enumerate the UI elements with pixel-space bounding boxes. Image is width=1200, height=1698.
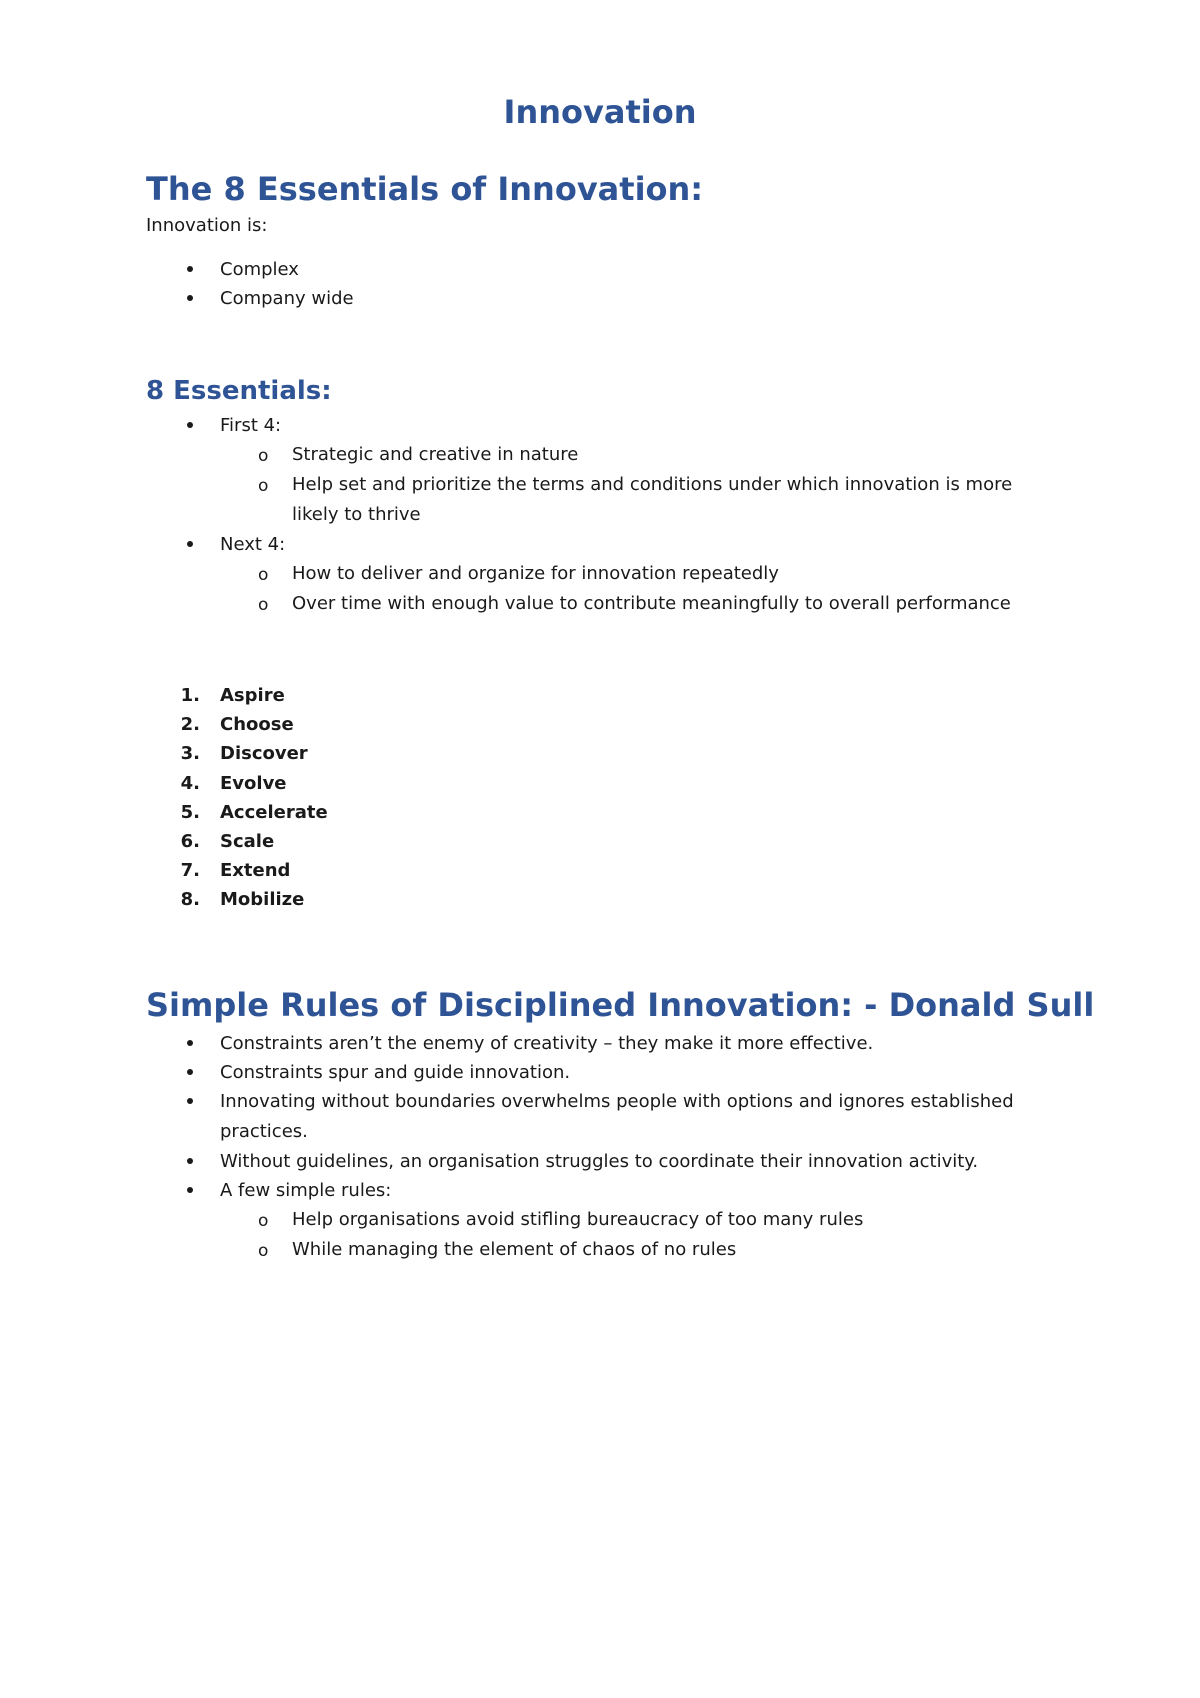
heading-simple-rules bbox=[146, 985, 1094, 1025]
circle-bullet-icon: o bbox=[258, 446, 269, 466]
numbered-item-mobilize: Mobilize bbox=[220, 889, 305, 910]
numbered-item-evolve: Evolve bbox=[220, 773, 287, 794]
intro-text: Innovation is: bbox=[146, 215, 268, 236]
list-number: 8. bbox=[180, 889, 200, 910]
list-item: Innovating without boundaries overwhelms people with options and ignores established bbox=[220, 1091, 1014, 1112]
list-item-first-4: First 4: bbox=[220, 415, 282, 436]
list-item: Without guidelines, an organisation struggles to coordinate their innovation activity. bbox=[220, 1151, 979, 1172]
circle-bullet-icon: o bbox=[258, 595, 269, 615]
circle-bullet-icon: o bbox=[258, 1241, 269, 1261]
list-item-continuation: practices. bbox=[220, 1121, 308, 1142]
sub-list-item-continuation: likely to thrive bbox=[292, 504, 421, 525]
list-number: 1. bbox=[180, 685, 200, 706]
list-item: Complex bbox=[220, 259, 299, 280]
list-number: 6. bbox=[180, 831, 200, 852]
document-title: Innovation bbox=[503, 93, 697, 131]
heading-8-essentials: 8 Essentials: bbox=[146, 376, 332, 406]
bullet-dot-icon bbox=[187, 1098, 193, 1104]
list-number: 3. bbox=[180, 743, 200, 764]
bullet-dot-icon bbox=[187, 422, 193, 428]
sub-list-item: Help set and prioritize the terms and conditions under which innovation is more bbox=[292, 474, 1013, 495]
sub-list-item: While managing the element of chaos of no rules bbox=[292, 1239, 737, 1260]
list-item: A few simple rules: bbox=[220, 1180, 392, 1201]
numbered-item-choose: Choose bbox=[220, 714, 294, 735]
numbered-item-discover: Discover bbox=[220, 743, 308, 764]
circle-bullet-icon: o bbox=[258, 1211, 269, 1231]
heading-8-essentials-of-innovation: The 8 Essentials of Innovation: bbox=[146, 170, 704, 208]
sub-list-item: How to deliver and organize for innovation repeatedly bbox=[292, 563, 779, 584]
list-item: Constraints spur and guide innovation. bbox=[220, 1062, 571, 1083]
sub-list-item: Help organisations avoid stifling bureaucracy of too many rules bbox=[292, 1209, 864, 1230]
sub-list-item: Strategic and creative in nature bbox=[292, 444, 579, 465]
bullet-dot-icon bbox=[187, 541, 193, 547]
list-number: 2. bbox=[180, 714, 200, 735]
numbered-item-aspire: Aspire bbox=[220, 685, 285, 706]
numbered-item-scale: Scale bbox=[220, 831, 275, 852]
heading-author: - Donald Sull bbox=[864, 986, 1095, 1024]
list-item: Constraints aren’t the enemy of creativity – they make it more effective. bbox=[220, 1033, 874, 1054]
list-number: 5. bbox=[180, 802, 200, 823]
list-item-next-4: Next 4: bbox=[220, 534, 286, 555]
bullet-dot-icon bbox=[187, 1187, 193, 1193]
heading-simple-rules-text: Simple Rules of Disciplined Innovation: bbox=[146, 986, 865, 1024]
numbered-item-accelerate: Accelerate bbox=[220, 802, 328, 823]
circle-bullet-icon: o bbox=[258, 476, 269, 496]
sub-list-item: Over time with enough value to contribute meaningfully to overall performance bbox=[292, 593, 1011, 614]
circle-bullet-icon: o bbox=[258, 565, 269, 585]
bullet-dot-icon bbox=[187, 266, 193, 272]
list-item: Company wide bbox=[220, 288, 354, 309]
bullet-dot-icon bbox=[187, 1158, 193, 1164]
list-number: 7. bbox=[180, 860, 200, 881]
bullet-dot-icon bbox=[187, 295, 193, 301]
bullet-dot-icon bbox=[187, 1040, 193, 1046]
numbered-item-extend: Extend bbox=[220, 860, 291, 881]
bullet-dot-icon bbox=[187, 1069, 193, 1075]
list-number: 4. bbox=[180, 773, 200, 794]
